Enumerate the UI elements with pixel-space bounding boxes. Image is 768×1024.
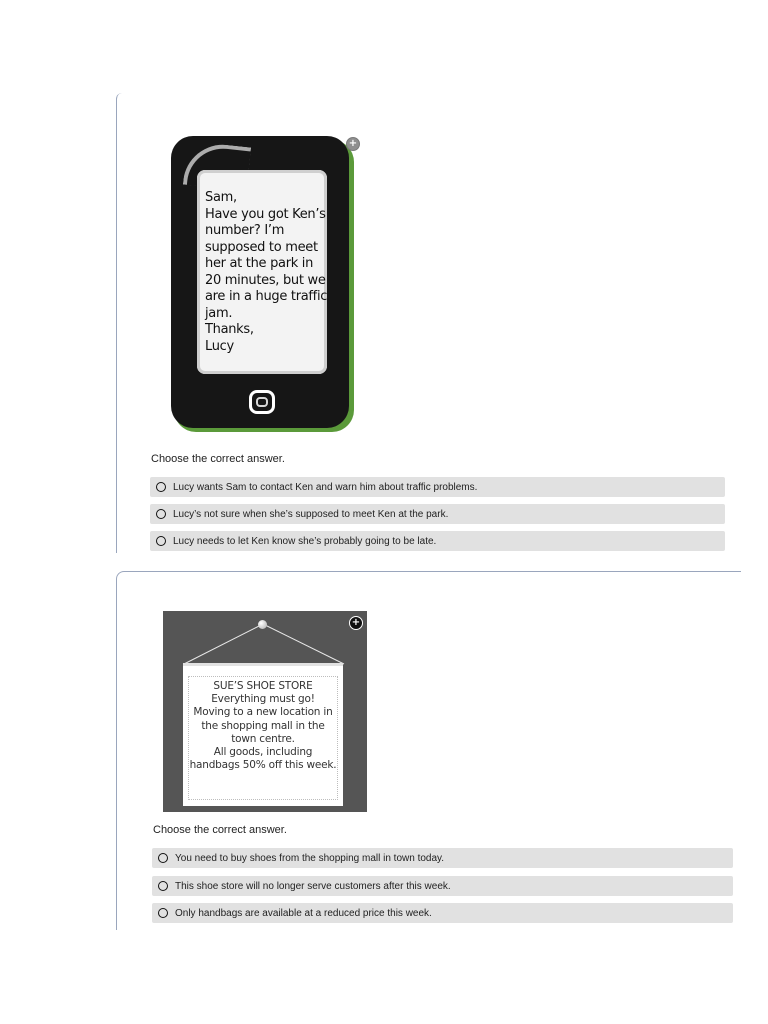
question-2-option-3[interactable] <box>152 903 733 923</box>
phone-message-line: Sam, <box>205 190 237 205</box>
store-sign-illustration <box>163 611 367 812</box>
phone-message-line: are in a huge traffic <box>205 289 328 304</box>
phone-message-line: Have you got Ken’s <box>205 206 326 222</box>
phone-home-button-inner <box>256 397 268 407</box>
question-2-option-1[interactable] <box>152 848 733 868</box>
sign-text <box>183 680 343 772</box>
question-2-prompt: Choose the correct answer. <box>153 824 287 836</box>
phone-illustration <box>168 134 364 436</box>
option-label: Lucy’s not sure when she’s supposed to meet Ken at the park. <box>173 508 449 520</box>
sign-card <box>183 663 343 806</box>
sign-text-line: SUE’S SHOE STORE <box>213 680 313 692</box>
phone-body <box>171 136 349 428</box>
radio-button[interactable] <box>156 536 166 546</box>
plus-circle-icon[interactable]: + <box>349 616 363 630</box>
question-1-option-2[interactable] <box>150 504 725 524</box>
option-label: Lucy needs to let Ken know she’s probably going to be late. <box>173 535 437 547</box>
sign-pin <box>258 620 267 629</box>
phone-screen <box>197 170 327 374</box>
option-label: Only handbags are available at a reduced price this week. <box>175 907 432 919</box>
sign-text-line: Everything must go! <box>211 693 315 706</box>
sign-text-line: handbags 50% off this week. <box>189 759 337 772</box>
option-label: Lucy wants Sam to contact Ken and warn him about traffic problems. <box>173 481 478 493</box>
plus-circle-icon[interactable]: + <box>346 137 360 151</box>
radio-button[interactable] <box>158 881 168 891</box>
phone-home-button <box>249 390 275 414</box>
phone-message <box>205 190 327 355</box>
phone-message-line: number? I’m <box>205 223 285 238</box>
option-label: This shoe store will no longer serve customers after this week. <box>175 880 451 892</box>
sign-text-line: All goods, including <box>213 746 313 759</box>
sign-text-line: the shopping mall in the <box>201 719 325 732</box>
phone-message-line: Thanks, <box>205 322 254 337</box>
question-1-option-3[interactable] <box>150 531 725 551</box>
question-2-option-2[interactable] <box>152 876 733 896</box>
phone-message-line: supposed to meet <box>205 239 318 255</box>
question-1-frame <box>116 93 123 553</box>
sign-text-line: town centre. <box>231 732 295 745</box>
question-1-prompt: Choose the correct answer. <box>151 453 285 465</box>
phone-message-line: Lucy <box>205 338 234 354</box>
radio-button[interactable] <box>156 482 166 492</box>
sign-text-line: Moving to a new location in <box>193 706 333 719</box>
question-1-option-1[interactable] <box>150 477 725 497</box>
radio-button[interactable] <box>156 509 166 519</box>
phone-message-line: her at the park in <box>205 256 314 271</box>
phone-message-line: 20 minutes, but we <box>205 272 326 288</box>
option-label: You need to buy shoes from the shopping mall in town today. <box>175 852 445 864</box>
radio-button[interactable] <box>158 908 168 918</box>
radio-button[interactable] <box>158 853 168 863</box>
phone-message-line: jam. <box>205 305 233 321</box>
